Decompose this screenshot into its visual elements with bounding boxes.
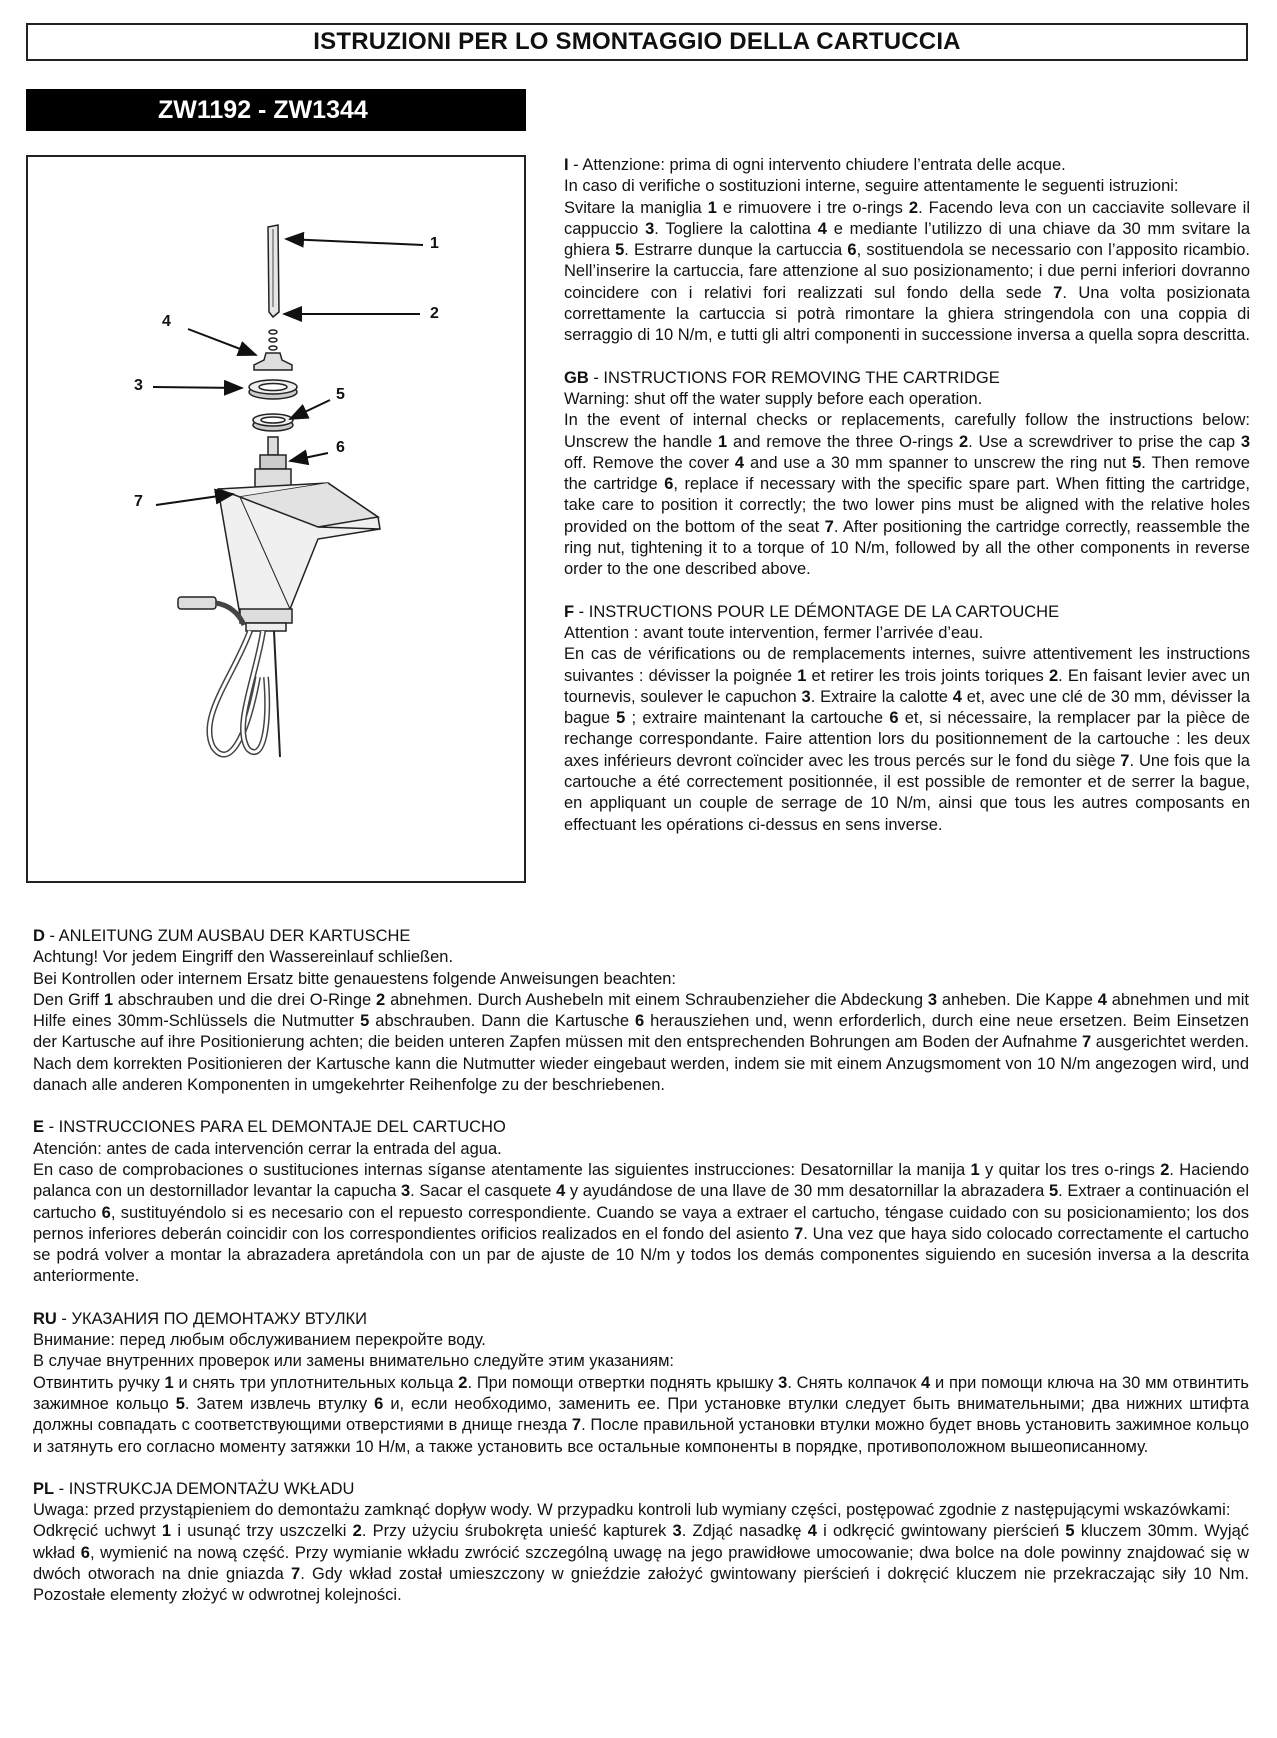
section-d-body: Den Griff 1 abschrauben und die drei O-Ringe 2 abnehmen. Durch Aushebeln mit einem Schraubenzieher die Abdeckung 3 anheben. Die Kappe 4 abnehmen und mit Hilfe eines 30mm-Schlüssels die Nutmutter 5 abschrauben. Dann die Kartusche 6 herausziehen und, wenn erforderlich, durch eine neue ersetzen. Beim Einsetzen der Kartusche auf ihre Positionierung achten; die beiden unteren Zapfen müssen mit den entsprechenden Bohrungen am Boden der Aufnahme 7 ausgerichtet werden. Nach dem korrekten Positionieren der Kartusche kann die Nutmutter wieder eingebaut werden, indem sie mit einem Anzugsmoment von 10 N/m angezogen wird, und danach alle anderen Komponenten in umgekehrter Reihenfolge zu der beschriebenen.	[33, 990, 1249, 1095]
callout-4: 4	[162, 313, 171, 330]
section-pl-title: PL - INSTRUKCJA DEMONTAŻU WKŁADU	[33, 1479, 355, 1498]
part-number: 1	[164, 1373, 174, 1392]
part-number: 5	[616, 709, 626, 728]
part-number: 2	[458, 1373, 468, 1392]
section-it	[564, 155, 1250, 347]
section-code: RU	[33, 1309, 57, 1328]
section-d-title: D - ANLEITUNG ZUM AUSBAU DER KARTUSCHE	[33, 927, 411, 945]
section-e-body: En caso de comprobaciones o sustituciones internas síganse atentamente las siguientes instrucciones: Desatornillar la manija 1 y quitar los tres o-rings 2. Haciendo palanca con un destornillador levantar la capucha 3. Sacar el casquete 4 y ayudándose de una llave de 30 mm desatornillar la abrazadera 5. Extraer a continuación el cartucho 6, sustituyéndolo si es necesario con el repuesto correspondiente. Cuando se vaya a extraer el cartucho, téngase cuidado con su posicionamiento; los dos pernos inferiores deberán coincidir con los correspondientes orificios realizados en el fondo del asiento 7. Una vez que haya sido colocado correctamente el cartucho se podrá volver a montar la abrazadera apretándola con un par de ajuste de 10 N/m y todos los demás componentes siguiendo en sucesión inversa a la descrita anteriormente.	[33, 1160, 1249, 1286]
part-number: 3	[400, 1182, 411, 1201]
part-number: 2	[958, 432, 969, 451]
section-it-title: I - Attenzione: prima di ogni intervento chiudere l’entrata delle acque.	[564, 156, 1066, 174]
callout-arrow-4	[188, 329, 256, 355]
part-number: 7	[794, 1224, 804, 1243]
callout-2: 2	[430, 305, 439, 322]
part-number: 4	[1097, 990, 1107, 1009]
section-code: E	[33, 1118, 45, 1137]
callout-arrow-6	[290, 453, 328, 461]
part-number: 5	[175, 1394, 185, 1413]
part-number: 5	[360, 1012, 370, 1031]
part-number: 4	[920, 1373, 931, 1392]
callout-7: 7	[134, 493, 143, 510]
section-pl-body: Odkręcić uchwyt 1 i usunąć trzy uszczelki 2. Przy użyciu śrubokręta unieść kapturek 3. Zdjąć nasadkę 4 i odkręcić gwintowany pierścień 5 kluczem 30mm. Wyjąć wkład 6, wymienić na nową część. Przy wymianie wkładu zwrócić szczególną uwagę na jego prawidłowe umocowanie; dwa bolce na dole powinny znajdować się w dwóch otworach na dnie gniazda 7. Gdy wkład został umieszczony w gnieździe założyć gwintowany pierścień i dokręcić kluczem nie przekraczając siły 10 Nm. Pozostałe elementy złożyć w odwrotnej kolejności.	[33, 1522, 1250, 1605]
part-number: 5	[615, 241, 625, 260]
part-number: 7	[571, 1416, 582, 1435]
part-number: 3	[927, 990, 938, 1009]
section-it-intro: In caso di verifiche o sostituzioni interne, seguire attentamente le seguenti istruzioni:	[564, 177, 1179, 196]
handle-part	[268, 225, 279, 317]
cap-part	[254, 353, 292, 370]
part-number: 3	[778, 1373, 788, 1392]
section-code: D	[33, 927, 45, 945]
faucet-drawing	[28, 157, 528, 885]
full-width-text	[33, 926, 1249, 1607]
part-number: 4	[807, 1522, 817, 1541]
part-number: 7	[1081, 1033, 1092, 1052]
section-e-title: E - INSTRUCCIONES PARA EL DEMONTAJE DEL CARTUCHO	[33, 1118, 506, 1137]
part-number: 2	[1048, 666, 1059, 685]
part-number: 1	[103, 990, 114, 1009]
part-number: 7	[1120, 751, 1130, 770]
section-d-warning: Achtung! Vor jedem Eingriff den Wassereinlauf schließen.	[33, 948, 454, 967]
section-d	[33, 926, 1249, 1096]
part-number: 5	[1048, 1182, 1059, 1201]
section-ru-warning: Внимание: перед любым обслуживанием перекройте воду.	[33, 1331, 486, 1350]
page-title: ISTRUZIONI PER LO SMONTAGGIO DELLA CARTUCCIA	[26, 23, 1248, 61]
exploded-diagram	[26, 155, 526, 883]
part-number: 2	[1160, 1160, 1170, 1179]
cartridge-part	[268, 437, 278, 455]
part-number: 4	[817, 219, 827, 238]
section-ru	[33, 1309, 1249, 1458]
o-ring-part	[269, 330, 277, 334]
part-number: 1	[717, 432, 728, 451]
part-number: 6	[635, 1012, 645, 1031]
section-gb	[564, 368, 1250, 581]
section-pl-warning: Uwaga: przed przystąpieniem do demontażu zamknąć dopływ wody. W przypadku kontroli lub wymiany części, postępować zgodnie z następującymi wskazówkami:	[33, 1501, 1231, 1520]
section-ru-body: Отвинтить ручку 1 и снять три уплотнительных кольца 2. При помощи отвертки поднять крышку 3. Снять колпачок 4 и при помощи ключа на 30 мм отвинтить зажимное кольцо 5. Затем извлечь втулку 6 и, если необходимо, заменить ее. При установке втулки следует быть внимательными; два нижних штифта должны совпадать с соответствующими отверстиями в днище гнезда 7. После правильной установки втулки можно будет вновь установить зажимное кольцо и затянуть его согласно моменту затяжки 10 Н/м, а также установить все остальные компоненты в порядке, противоположном вышеописанному.	[33, 1373, 1250, 1456]
part-number: 6	[80, 1543, 90, 1562]
section-e-warning: Atención: antes de cada intervención cerrar la entrada del agua.	[33, 1139, 502, 1158]
callout-arrow-1	[286, 239, 423, 245]
part-number: 2	[908, 198, 919, 217]
part-number: 3	[672, 1522, 682, 1541]
callout-arrow-3	[153, 387, 242, 388]
section-gb-body: In the event of internal checks or replacements, carefully follow the instructions below: Unscrew the handle 1 and remove the three O-rings 2. Use a screwdriver to prise the cap 3 off. Remove the cover 4 and use a 30 mm spanner to unscrew the ring nut 5. Then remove the cartridge 6, replace if necessary with the specific spare part. When fitting the cartridge, take care to position it correctly; the two lower pins must be aligned with the relative holes provided on the bottom of the seat 7. After positioning the cartridge correctly, reassemble the ring nut, tightening it to a torque of 10 N/m, followed by all the other components in reverse order to the one described above.	[564, 411, 1251, 579]
part-number: 1	[707, 198, 717, 217]
part-number: 4	[556, 1182, 566, 1201]
section-pl	[33, 1479, 1249, 1607]
part-number: 1	[970, 1160, 980, 1179]
section-code: PL	[33, 1479, 55, 1498]
part-number: 6	[101, 1203, 111, 1222]
model-banner: ZW1192 - ZW1344	[26, 89, 526, 131]
part-number: 5	[1132, 453, 1142, 472]
callout-3: 3	[134, 377, 143, 394]
part-number: 6	[374, 1394, 384, 1413]
part-number: 7	[824, 517, 834, 536]
part-number: 1	[797, 666, 807, 685]
part-number: 3	[645, 219, 655, 238]
section-f	[564, 602, 1250, 836]
section-code: I	[564, 156, 569, 174]
section-f-warning: Attention : avant toute intervention, fermer l’arrivée d’eau.	[564, 623, 984, 642]
part-number: 7	[1053, 283, 1063, 302]
part-number: 3	[801, 687, 811, 706]
part-number: 6	[847, 241, 857, 260]
section-code: F	[564, 602, 575, 621]
callout-arrow-5	[290, 400, 330, 419]
section-e	[33, 1117, 1249, 1287]
callout-1: 1	[430, 235, 439, 252]
callout-5: 5	[336, 386, 345, 403]
section-ru-intro: В случае внутренних проверок или замены внимательно следуйте этим указаниям:	[33, 1352, 675, 1371]
part-number: 1	[161, 1522, 172, 1541]
part-number: 7	[291, 1565, 301, 1584]
section-gb-warning: Warning: shut off the water supply before each operation.	[564, 389, 983, 408]
section-d-intro: Bei Kontrollen oder internem Ersatz bitte genauestens folgende Anweisungen beachten:	[33, 969, 677, 988]
part-number: 6	[664, 475, 674, 494]
part-number: 4	[734, 453, 745, 472]
right-column-text	[564, 155, 1250, 836]
section-f-body: En cas de vérifications ou de remplacements internes, suivre attentivement les instructions suivantes : dévisser la poignée 1 et retirer les trois joints toriques 2. En faisant levier avec un tournevis, soulever le capuchon 3. Extraire la calotte 4 et, avec une clé de 30 mm, dévisser la bague 5 ; extraire maintenant la cartouche 6 et, si nécessaire, la remplacer par la pièce de rechange correspondante. Faire attention lors du positionnement de la cartouche : les deux axes inférieurs devront coïncider avec les trous percés sur le fond du siège 7. Une fois que la cartouche a été correctement positionnée, il est possible de remonter et de serrer la bague, en appliquant un couple de serrage de 10 N/m, ainsi que tous les autres composants en effectuant les opérations ci-dessus en sens inverse.	[564, 645, 1251, 834]
part-number: 4	[952, 687, 962, 706]
part-number: 2	[352, 1522, 362, 1541]
section-gb-title: GB - INSTRUCTIONS FOR REMOVING THE CARTRIDGE	[564, 368, 1000, 387]
section-ru-title: RU - УКАЗАНИЯ ПО ДЕМОНТАЖУ ВТУЛКИ	[33, 1309, 368, 1328]
section-code: GB	[564, 368, 589, 387]
part-number: 6	[889, 709, 899, 728]
part-number: 5	[1065, 1522, 1075, 1541]
part-number: 3	[1240, 432, 1251, 451]
part-number: 2	[376, 990, 386, 1009]
callout-6: 6	[336, 439, 345, 456]
section-it-body: Svitare la maniglia 1 e rimuovere i tre o-rings 2. Facendo leva con un cacciavite sollevare il cappuccio 3. Togliere la calottina 4 e mediante l’utilizzo di una chiave da 30 mm svitare la ghiera 5. Estrarre dunque la cartuccia 6, sostituendola se necessario con l’apposito ricambio. Nell’inserire la cartuccia, fare attenzione al suo posizionamento; i due perni inferiori dovranno coincidere con i relativi fori realizzati sul fondo della sede 7. Una volta posizionata correttamente la cartuccia si potrà rimontare la ghiera stringendola con una coppia di serraggio di 10 N/m, e tutti gli altri componenti in successione inversa a quella sopra descritta.	[564, 198, 1251, 345]
section-f-title: F - INSTRUCTIONS POUR LE DÉMONTAGE DE LA CARTOUCHE	[564, 602, 1060, 621]
